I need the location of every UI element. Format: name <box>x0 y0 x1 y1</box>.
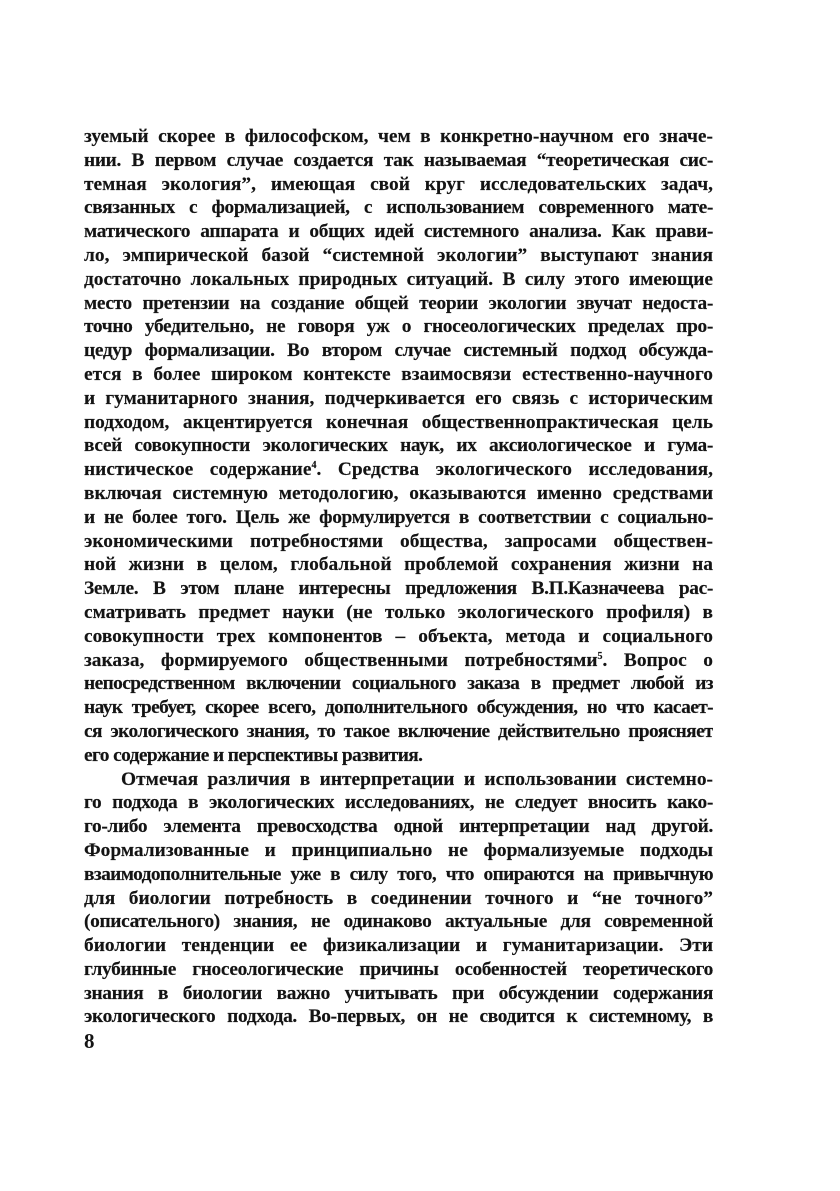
text-line: знания в биологии важно учитывать при обсуждении содержания <box>84 982 713 1004</box>
text-line: взаимодополнительные уже в силу того, что опираются на привычную <box>84 863 713 885</box>
text-line: точно убедительно, не говоря уж о гносеологических пределах про- <box>84 316 713 338</box>
text-line: связанных с формализацией, с использованием современного мате- <box>84 197 713 219</box>
text-line: ло, эмпирической базой “системной экологии” выступают знания <box>84 244 713 266</box>
body-text <box>84 125 713 1029</box>
footnote-marker: 5 <box>597 650 603 662</box>
text-line: го-либо элемента превосходства одной интерпретации над другой. <box>84 816 713 838</box>
text-line: совокупности трех компонентов – объекта, метода и социального <box>84 625 713 647</box>
text-line: (описательного) знания, не одинаково актуальные для современной <box>84 911 713 933</box>
text-line <box>84 458 713 482</box>
text-line: наук требует, скорее всего, дополнительного обсуждения, но что касает- <box>84 697 713 719</box>
text-line: его содержание и перспективы развития. <box>84 744 423 766</box>
text-line: подходом, акцентируется конечная общественнопрактическая цель <box>84 411 713 433</box>
text-line: Формализованные и принципиально не формализуемые подходы <box>84 839 713 861</box>
text-line: всей совокупности экологических наук, их аксиологическое и гума- <box>84 435 713 457</box>
text-line: глубинные гносеологические причины особенностей теоретического <box>84 958 713 980</box>
text-line: включая системную методологию, оказываются именно средствами <box>84 482 713 504</box>
text-line: темная экология”, имеющая свой круг исследовательских задач, <box>84 173 713 195</box>
text-line: место претензии на создание общей теории экологии звучат недоста- <box>84 292 713 314</box>
text-line: Земле. В этом плане интересны предложения В.П.Казначеева рас- <box>84 578 713 600</box>
footnote-marker: 4 <box>311 460 317 472</box>
text-line <box>84 649 713 673</box>
text-fragment: . Вопрос о <box>602 649 713 671</box>
text-line: и не более того. Цель же формулируется в соответствии с социально- <box>84 506 713 528</box>
text-line: достаточно локальных природных ситуаций. В силу этого имеющие <box>84 268 713 290</box>
text-line: го подхода в экологических исследованиях, не следует вносить како- <box>84 792 713 814</box>
text-line: ется в более широком контексте взаимосвязи естественно-научного <box>84 363 713 385</box>
text-line: матического аппарата и общих идей системного анализа. Как прави- <box>84 221 713 243</box>
text-line: нии. В первом случае создается так называемая “теоретическая сис- <box>84 149 713 171</box>
text-line: Отмечая различия в интерпретации и использовании системно- <box>121 768 713 790</box>
text-fragment: заказа, формируемого общественными потребностями <box>84 649 598 671</box>
paragraph-2 <box>84 768 713 1030</box>
text-line: для биологии потребность в соединении точного и “не точного” <box>84 887 713 909</box>
text-line: цедур формализации. Во втором случае системный подход обсужда- <box>84 340 713 362</box>
text-fragment: нистическое содержание <box>84 459 312 481</box>
page-number: 8 <box>84 1029 95 1053</box>
text-line: экологического подхода. Во-первых, он не сводится к системному, в <box>84 1006 713 1028</box>
text-line: экономическими потребностями общества, запросами обществен- <box>84 530 713 552</box>
text-fragment: . Средства экологического исследования, <box>316 459 713 481</box>
text-line: непосредственном включении социального заказа в предмет любой из <box>84 673 713 695</box>
text-line: и гуманитарного знания, подчеркивается его связь с историческим <box>84 387 713 409</box>
text-line: ся экологического знания, то такое включение действительно проясняет <box>84 720 713 742</box>
text-line: биологии тенденции ее физикализации и гуманитаризации. Эти <box>84 935 713 957</box>
text-line: ной жизни в целом, глобальной проблемой сохранения жизни на <box>84 554 713 576</box>
paragraph-1 <box>84 125 713 768</box>
text-line: сматривать предмет науки (не только экологического профиля) в <box>84 601 713 623</box>
text-line: зуемый скорее в философском, чем в конкретно-научном его значе- <box>84 126 713 147</box>
